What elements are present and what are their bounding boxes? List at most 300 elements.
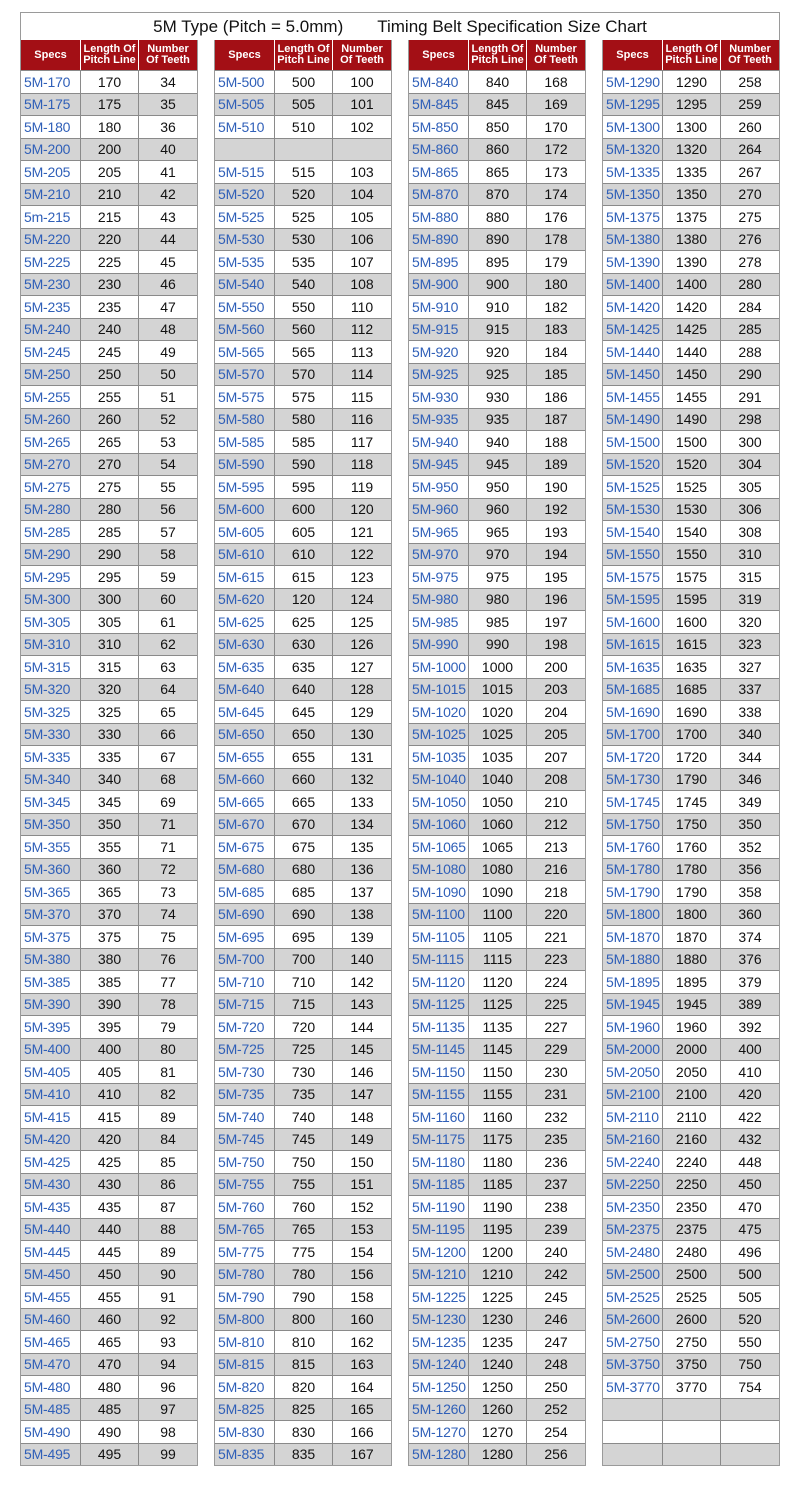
cell-spec: 5M-260: [21, 409, 81, 431]
cell-spec: 5M-1880: [603, 949, 663, 971]
table-row: [21, 1015, 197, 1038]
table-row: [215, 295, 391, 318]
table-row: [603, 453, 779, 476]
cell-teeth: 194: [544, 546, 568, 563]
cell-spec: 5M-480: [21, 1376, 81, 1398]
cell-pitch-length: 240: [81, 319, 139, 341]
cell-pitch-length: 1300: [663, 116, 721, 138]
cell-spec: 5M-1300: [603, 116, 663, 138]
table-row: [603, 880, 779, 903]
cell-spec: 5M-1235: [409, 1331, 469, 1353]
cell-spec: 5M-985: [409, 611, 469, 633]
table-row: [409, 228, 585, 251]
table-row: [215, 1375, 391, 1398]
header-length-line2: Pitch Line: [665, 54, 718, 66]
cell-spec: 5M-1720: [603, 746, 663, 768]
cell-pitch-length: 390: [81, 994, 139, 1016]
table-row: [603, 1330, 779, 1353]
cell-spec: 5M-1575: [603, 566, 663, 588]
table-row: [21, 295, 197, 318]
table-row: [409, 1218, 585, 1241]
cell-pitch-length: 975: [469, 566, 527, 588]
cell-pitch-length: 380: [81, 949, 139, 971]
header-length-of-pitch-line: [663, 40, 721, 70]
cell-pitch-length: 1540: [663, 521, 721, 543]
cell-spec: 5M-340: [21, 769, 81, 791]
table-row: [21, 970, 197, 993]
table-row: [215, 880, 391, 903]
cell-pitch-length: 200: [81, 139, 139, 161]
cell-pitch-length: 550: [275, 296, 333, 318]
cell-spec: 5M-630: [215, 634, 275, 656]
cell-pitch-length: 665: [275, 791, 333, 813]
cell-spec: 5M-695: [215, 926, 275, 948]
cell-teeth: 392: [738, 1018, 762, 1035]
cell-pitch-length: [663, 1444, 721, 1466]
table-row: [409, 610, 585, 633]
cell-pitch-length: 1520: [663, 454, 721, 476]
table-row: [215, 228, 391, 251]
cell-teeth: 149: [350, 1131, 374, 1148]
cell-teeth: 376: [738, 951, 762, 968]
cell-spec: 5M-790: [215, 1286, 275, 1308]
table-row: [21, 1218, 197, 1241]
cell-teeth: 310: [738, 546, 762, 563]
table-row: [215, 115, 391, 138]
cell-teeth: 75: [160, 928, 176, 945]
cell-teeth: 84: [160, 1131, 176, 1148]
cell-spec: 5M-810: [215, 1331, 275, 1353]
cell-spec: 5M-990: [409, 634, 469, 656]
cell-teeth: 248: [544, 1356, 568, 1373]
cell-spec: 5M-255: [21, 386, 81, 408]
cell-spec: 5M-1240: [409, 1354, 469, 1376]
cell-spec: 5M-1595: [603, 589, 663, 611]
cell-teeth: 63: [160, 658, 176, 675]
cell-pitch-length: 685: [275, 881, 333, 903]
table-row: [215, 543, 391, 566]
cell-spec: 5M-800: [215, 1309, 275, 1331]
table-row: [21, 93, 197, 116]
table-row: [409, 70, 585, 93]
table-row: [215, 520, 391, 543]
table-row: [409, 1263, 585, 1286]
cell-teeth: 136: [350, 861, 374, 878]
cell-spec: 5M-1125: [409, 994, 469, 1016]
table-row: [215, 565, 391, 588]
cell-spec: 5M-920: [409, 341, 469, 363]
cell-pitch-length: 2110: [663, 1106, 721, 1128]
table-row: [215, 925, 391, 948]
cell-pitch-length: 1115: [469, 949, 527, 971]
cell-spec: 5M-2250: [603, 1174, 663, 1196]
cell-teeth: 500: [738, 1266, 762, 1283]
table-row: [409, 363, 585, 386]
table-row: [215, 835, 391, 858]
table-row: [603, 565, 779, 588]
table-header: [215, 40, 391, 70]
table-row: [603, 318, 779, 341]
table-row: [21, 1330, 197, 1353]
cell-spec: 5M-870: [409, 184, 469, 206]
cell-pitch-length: 1780: [663, 859, 721, 881]
cell-spec: 5M-2110: [603, 1106, 663, 1128]
table-row: [21, 318, 197, 341]
cell-teeth: 320: [738, 613, 762, 630]
cell-pitch-length: 780: [275, 1264, 333, 1286]
cell-teeth: 101: [350, 96, 374, 113]
cell-teeth: 144: [350, 1018, 374, 1035]
cell-pitch-length: 865: [469, 161, 527, 183]
table-row: [215, 1150, 391, 1173]
cell-spec: 5M-515: [215, 161, 275, 183]
cell-spec: 5M-1115: [409, 949, 469, 971]
table-row: [603, 1218, 779, 1241]
cell-pitch-length: 800: [275, 1309, 333, 1331]
cell-pitch-length: 280: [81, 499, 139, 521]
cell-pitch-length: 680: [275, 859, 333, 881]
cell-pitch-length: 1280: [469, 1444, 527, 1466]
cell-pitch-length: 635: [275, 656, 333, 678]
table-row: [409, 340, 585, 363]
cell-pitch-length: 2160: [663, 1129, 721, 1151]
cell-teeth: 179: [544, 253, 568, 270]
cell-teeth: 65: [160, 703, 176, 720]
table-row: [215, 1420, 391, 1443]
cell-spec: 5M-725: [215, 1039, 275, 1061]
cell-teeth: 245: [544, 1288, 568, 1305]
table-row: [409, 250, 585, 273]
cell-teeth: 110: [350, 298, 374, 315]
header-teeth-line1: Number: [535, 43, 577, 55]
cell-pitch-length: 365: [81, 881, 139, 903]
cell-teeth: 305: [738, 478, 762, 495]
cell-spec: 5M-2240: [603, 1151, 663, 1173]
table-row: [409, 160, 585, 183]
cell-pitch-length: 840: [469, 71, 527, 93]
table-row: [21, 678, 197, 701]
cell-teeth: 130: [350, 726, 374, 743]
cell-spec: 5M-845: [409, 94, 469, 116]
cell-spec: 5M-205: [21, 161, 81, 183]
cell-spec: 5M-575: [215, 386, 275, 408]
cell-teeth: 58: [160, 546, 176, 563]
table-row: [21, 903, 197, 926]
cell-pitch-length: 1490: [663, 409, 721, 431]
table-row: [215, 1195, 391, 1218]
cell-teeth: 315: [738, 568, 762, 585]
header-length-of-pitch-line: [275, 40, 333, 70]
cell-pitch-length: 1420: [663, 296, 721, 318]
cell-spec: 5M-675: [215, 836, 275, 858]
cell-teeth: 105: [350, 208, 374, 225]
cell-pitch-length: 175: [81, 94, 139, 116]
cell-pitch-length: 985: [469, 611, 527, 633]
cell-pitch-length: 530: [275, 229, 333, 251]
table-row: [603, 813, 779, 836]
cell-spec: 5M-420: [21, 1129, 81, 1151]
table-row: [215, 1398, 391, 1421]
cell-spec: 5M-2160: [603, 1129, 663, 1151]
cell-spec: 5M-415: [21, 1106, 81, 1128]
table-row: [409, 1240, 585, 1263]
cell-teeth: 200: [544, 658, 568, 675]
cell-spec: 5M-670: [215, 814, 275, 836]
cell-spec: 5M-1750: [603, 814, 663, 836]
cell-pitch-length: 1000: [469, 656, 527, 678]
cell-pitch-length: 1295: [663, 94, 721, 116]
cell-teeth: 71: [160, 816, 176, 833]
cell-pitch-length: 120: [275, 589, 333, 611]
cell-teeth: 41: [160, 163, 176, 180]
cell-teeth: 120: [350, 501, 374, 518]
cell-spec: 5M-1540: [603, 521, 663, 543]
table-row: [215, 903, 391, 926]
cell-spec: 5M-620: [215, 589, 275, 611]
cell-spec: 5M-490: [21, 1421, 81, 1443]
header-specs: Specs: [409, 40, 469, 70]
title-type: 5M Type (Pitch = 5.0mm): [153, 16, 344, 36]
cell-spec: 5M-1870: [603, 926, 663, 948]
cell-pitch-length: 615: [275, 566, 333, 588]
cell-teeth: 290: [738, 366, 762, 383]
table-row: [603, 948, 779, 971]
cell-teeth: 238: [544, 1198, 568, 1215]
cell-teeth: 117: [350, 433, 374, 450]
table-row: [603, 790, 779, 813]
header-number-of-teeth: [527, 40, 585, 70]
cell-spec: 5M-285: [21, 521, 81, 543]
cell-pitch-length: 1270: [469, 1421, 527, 1443]
cell-pitch-length: 1400: [663, 274, 721, 296]
cell-pitch-length: 510: [275, 116, 333, 138]
header-number-of-teeth: [139, 40, 197, 70]
table-row: [21, 1285, 197, 1308]
cell-teeth: 252: [544, 1401, 568, 1418]
table-row: [409, 813, 585, 836]
cell-teeth: 140: [350, 951, 374, 968]
table-row: [409, 1308, 585, 1331]
cell-pitch-length: 450: [81, 1264, 139, 1286]
cell-pitch-length: 1870: [663, 926, 721, 948]
cell-teeth: 40: [160, 141, 176, 158]
cell-pitch-length: 1745: [663, 791, 721, 813]
table-row: [21, 813, 197, 836]
cell-spec: 5M-665: [215, 791, 275, 813]
cell-spec: 5M-1145: [409, 1039, 469, 1061]
cell-pitch-length: 2500: [663, 1264, 721, 1286]
table-row: [409, 1128, 585, 1151]
cell-pitch-length: 440: [81, 1219, 139, 1241]
table-row: [603, 970, 779, 993]
table-row: [409, 408, 585, 431]
cell-spec: 5M-960: [409, 499, 469, 521]
cell-pitch-length: 1635: [663, 656, 721, 678]
table-row: [603, 475, 779, 498]
table-row: [21, 768, 197, 791]
cell-spec: 5M-320: [21, 679, 81, 701]
cell-spec: 5M-980: [409, 589, 469, 611]
table-row: [215, 183, 391, 206]
cell-spec: 5M-1615: [603, 634, 663, 656]
cell-pitch-length: 2525: [663, 1286, 721, 1308]
header-length-of-pitch-line: [469, 40, 527, 70]
table-row: [603, 1105, 779, 1128]
cell-teeth: 129: [350, 703, 374, 720]
cell-pitch-length: 2600: [663, 1309, 721, 1331]
table-row: [409, 1375, 585, 1398]
cell-spec: 5M-505: [215, 94, 275, 116]
cell-pitch-length: 1350: [663, 184, 721, 206]
cell-teeth: 346: [738, 771, 762, 788]
cell-spec: 5M-540: [215, 274, 275, 296]
cell-spec: 5M-600: [215, 499, 275, 521]
cell-spec: 5M-730: [215, 1061, 275, 1083]
cell-pitch-length: 1380: [663, 229, 721, 251]
table-row: [603, 1375, 779, 1398]
cell-pitch-length: 230: [81, 274, 139, 296]
table-row: [603, 1353, 779, 1376]
cell-spec: 5M-660: [215, 769, 275, 791]
cell-pitch-length: 1450: [663, 364, 721, 386]
cell-spec: 5M-970: [409, 544, 469, 566]
cell-spec: 5M-2375: [603, 1219, 663, 1241]
cell-pitch-length: 790: [275, 1286, 333, 1308]
cell-teeth: 258: [738, 73, 762, 90]
cell-pitch-length: 1090: [469, 881, 527, 903]
cell-pitch-length: 225: [81, 251, 139, 273]
cell-spec: 5M-520: [215, 184, 275, 206]
table-row: [21, 1060, 197, 1083]
cell-pitch-length: 325: [81, 701, 139, 723]
cell-pitch-length: 980: [469, 589, 527, 611]
cell-teeth: 160: [350, 1311, 374, 1328]
cell-pitch-length: 465: [81, 1331, 139, 1353]
cell-spec: 5M-175: [21, 94, 81, 116]
cell-pitch-length: 1050: [469, 791, 527, 813]
cell-teeth: 246: [544, 1311, 568, 1328]
table-row: [409, 700, 585, 723]
cell-spec: 5M-435: [21, 1196, 81, 1218]
cell-teeth: 88: [160, 1221, 176, 1238]
table-row: [409, 723, 585, 746]
table-row: [409, 970, 585, 993]
cell-teeth: 62: [160, 636, 176, 653]
cell-teeth: 188: [544, 433, 568, 450]
cell-teeth: 327: [738, 658, 762, 675]
table-row: [603, 768, 779, 791]
cell-spec: 5M-360: [21, 859, 81, 881]
cell-teeth: 183: [544, 321, 568, 338]
cell-spec: 5M-280: [21, 499, 81, 521]
cell-pitch-length: 1425: [663, 319, 721, 341]
cell-spec: 5M-1250: [409, 1376, 469, 1398]
cell-teeth: 306: [738, 501, 762, 518]
cell-spec: 5M-200: [21, 139, 81, 161]
cell-spec: 5M-1025: [409, 724, 469, 746]
table-row: [603, 1420, 779, 1443]
cell-pitch-length: 1615: [663, 634, 721, 656]
cell-spec: 5M-700: [215, 949, 275, 971]
table-row: [215, 588, 391, 611]
table-row: [21, 633, 197, 656]
cell-teeth: 340: [738, 726, 762, 743]
cell-pitch-length: 1800: [663, 904, 721, 926]
header-number-of-teeth: [721, 40, 779, 70]
table-row: [215, 1263, 391, 1286]
cell-teeth: 60: [160, 591, 176, 608]
table-row: [215, 1015, 391, 1038]
cell-spec: 5M-450: [21, 1264, 81, 1286]
header-length-line1: Length Of: [83, 43, 136, 55]
cell-pitch-length: 520: [275, 184, 333, 206]
cell-pitch-length: 540: [275, 274, 333, 296]
cell-teeth: 213: [544, 838, 568, 855]
cell-pitch-length: 2250: [663, 1174, 721, 1196]
table-row: [603, 1398, 779, 1421]
cell-pitch-length: 920: [469, 341, 527, 363]
cell-pitch-length: 410: [81, 1084, 139, 1106]
cell-pitch-length: 710: [275, 971, 333, 993]
cell-pitch-length: 480: [81, 1376, 139, 1398]
cell-teeth: 374: [738, 928, 762, 945]
table-row: [21, 228, 197, 251]
cell-spec: 5M-245: [21, 341, 81, 363]
cell-spec: 5M-290: [21, 544, 81, 566]
cell-teeth: 207: [544, 748, 568, 765]
cell-spec: 5M-275: [21, 476, 81, 498]
cell-teeth: 54: [160, 456, 176, 473]
cell-spec: 5M-565: [215, 341, 275, 363]
cell-teeth: 187: [544, 411, 568, 428]
cell-spec: 5M-530: [215, 229, 275, 251]
cell-spec: 5M-570: [215, 364, 275, 386]
cell-spec: 5M-495: [21, 1444, 81, 1466]
cell-spec: [603, 1444, 663, 1466]
table-row: [215, 363, 391, 386]
cell-teeth: 74: [160, 906, 176, 923]
table-row: [603, 993, 779, 1016]
table-row: [409, 385, 585, 408]
cell-pitch-length: 370: [81, 904, 139, 926]
cell-spec: 5M-210: [21, 184, 81, 206]
cell-spec: 5m-215: [21, 206, 81, 228]
cell-teeth: 67: [160, 748, 176, 765]
cell-teeth: 52: [160, 411, 176, 428]
cell-spec: 5M-1440: [603, 341, 663, 363]
cell-teeth: 225: [544, 996, 568, 1013]
cell-pitch-length: 350: [81, 814, 139, 836]
table-row: [215, 993, 391, 1016]
cell-pitch-length: 1210: [469, 1264, 527, 1286]
table-row: [603, 1038, 779, 1061]
table-row: [215, 610, 391, 633]
cell-spec: 5M-640: [215, 679, 275, 701]
cell-pitch-length: 945: [469, 454, 527, 476]
table-row: [21, 498, 197, 521]
cell-pitch-length: 215: [81, 206, 139, 228]
cell-spec: 5M-2480: [603, 1241, 663, 1263]
table-columns: [20, 40, 780, 1466]
cell-spec: 5M-225: [21, 251, 81, 273]
table-row: [603, 115, 779, 138]
table-row: [409, 993, 585, 1016]
cell-spec: 5M-1375: [603, 206, 663, 228]
cell-teeth: 43: [160, 208, 176, 225]
cell-spec: 5M-3770: [603, 1376, 663, 1398]
cell-teeth: 185: [544, 366, 568, 383]
cell-spec: 5M-825: [215, 1399, 275, 1421]
